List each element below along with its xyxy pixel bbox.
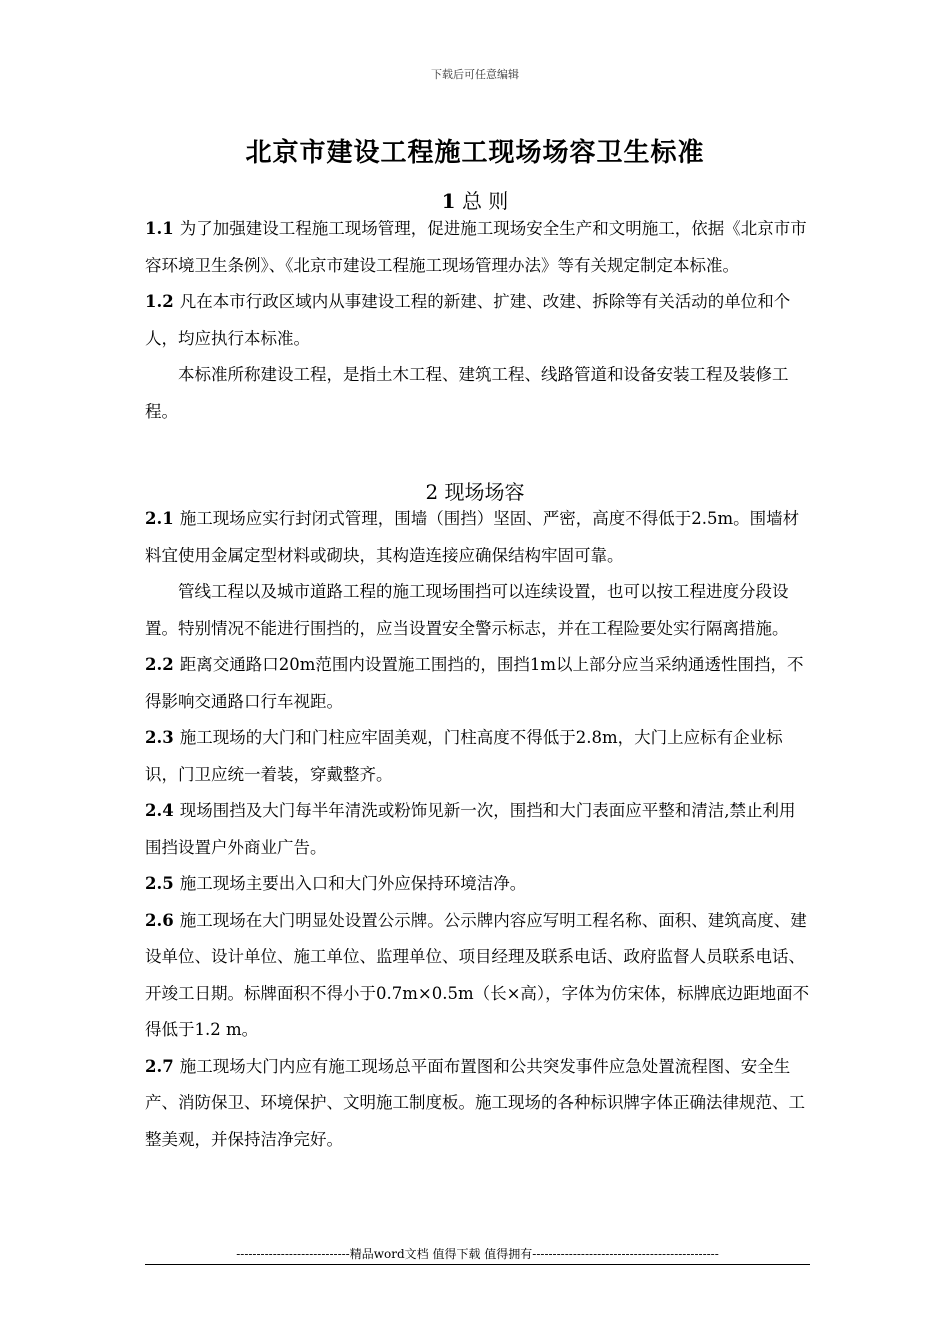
clause-paragraph: [145, 903, 810, 1049]
clause-text: 施工现场的大门和门柱应牢固美观，门柱高度不得低于2.8m，大门上应标有企业标识，门卫应统一着装，穿戴整齐。: [145, 728, 783, 784]
document-title: 北京市建设工程施工现场场容卫生标准: [245, 138, 705, 168]
paragraph-text: 本标准所称建设工程，是指土木工程、建筑工程、线路管道和设备安装工程及装修工程。: [145, 365, 789, 421]
clause-number: 2.7: [145, 1056, 174, 1076]
clause-number: 2.2: [145, 655, 174, 674]
clause-number: 2.1: [145, 509, 174, 528]
section-title: 总 则: [461, 189, 509, 213]
clause-paragraph: [145, 866, 810, 903]
clause-number: 2.4: [145, 801, 174, 820]
clause-number: 2.3: [145, 728, 174, 747]
section-number: 2: [425, 480, 439, 504]
indented-paragraph: [145, 574, 810, 647]
section-body-site-appearance: [145, 501, 810, 1158]
clause-number: 1.1: [145, 219, 174, 238]
section-body-general: [145, 211, 810, 430]
clause-paragraph: [145, 647, 810, 720]
clause-text: 为了加强建设工程施工现场管理，促进施工现场安全生产和文明施工，依据《北京市市容环境卫生条例》、《北京市建设工程施工现场管理办法》等有关规定制定本标准。: [145, 219, 807, 275]
section-heading-general: [0, 185, 950, 214]
clause-paragraph: [145, 1049, 810, 1159]
clause-paragraph: [145, 284, 810, 357]
clause-paragraph: [145, 793, 810, 866]
clause-text: 施工现场大门内应有施工现场总平面布置图和公共突发事件应急处置流程图、安全生产、消防保卫、环境保护、文明施工制度板。施工现场的各种标识牌字体正确法律规范、工整美观，并保持洁净完好。: [145, 1056, 805, 1149]
clause-text: 距离交通路口20m范围内设置施工围挡的，围挡1m以上部分应当采纳通透性围挡，不得影响交通路口行车视距。: [145, 655, 804, 711]
clause-paragraph: [145, 211, 810, 284]
clause-text: 施工现场在大门明显处设置公示牌。公示牌内容应写明工程名称、面积、建筑高度、建设单位、设计单位、施工单位、监理单位、项目经理及联系电话、政府监督人员联系电话、开竣工日期。标牌面积不得小于0.7m×0.5m（长×高），字体为仿宋体，标牌底边距地面不得低于1.2 m。: [145, 910, 810, 1039]
section-number: 1: [441, 189, 456, 213]
clause-text: 凡在本市行政区域内从事建设工程的新建、扩建、改建、拆除等有关活动的单位和个人，均应执行本标准。: [145, 292, 791, 348]
page-header-note: 下载后可任意编辑: [431, 68, 519, 81]
clause-paragraph: [145, 501, 810, 574]
clause-paragraph: [145, 720, 810, 793]
section-title: 现场场容: [444, 480, 525, 504]
clause-text: 施工现场主要出入口和大门外应保持环境洁净。: [179, 874, 527, 893]
clause-number: 2.5: [145, 874, 174, 893]
clause-text: 施工现场应实行封闭式管理，围墙（围挡）坚固、严密，高度不得低于2.5m。围墙材料宜使用金属定型材料或砌块，其构造连接应确保结构牢固可靠。: [145, 509, 800, 565]
paragraph-text: 管线工程以及城市道路工程的施工现场围挡可以连续设置，也可以按工程进度分段设置。特别情况不能进行围挡的，应当设置安全警示标志，并在工程险要处实行隔离措施。: [145, 582, 789, 638]
page-footer-banner: ----------------------------精品word文档 值得下载 值得拥有----------------------------------------------: [236, 1247, 719, 1261]
clause-number: 1.2: [145, 292, 174, 311]
footer-divider: [145, 1264, 810, 1265]
indented-paragraph: [145, 357, 810, 430]
clause-text: 现场围挡及大门每半年清洗或粉饰见新一次，围挡和大门表面应平整和清洁,禁止利用围挡设置户外商业广告。: [145, 801, 796, 857]
clause-number: 2.6: [145, 910, 174, 930]
